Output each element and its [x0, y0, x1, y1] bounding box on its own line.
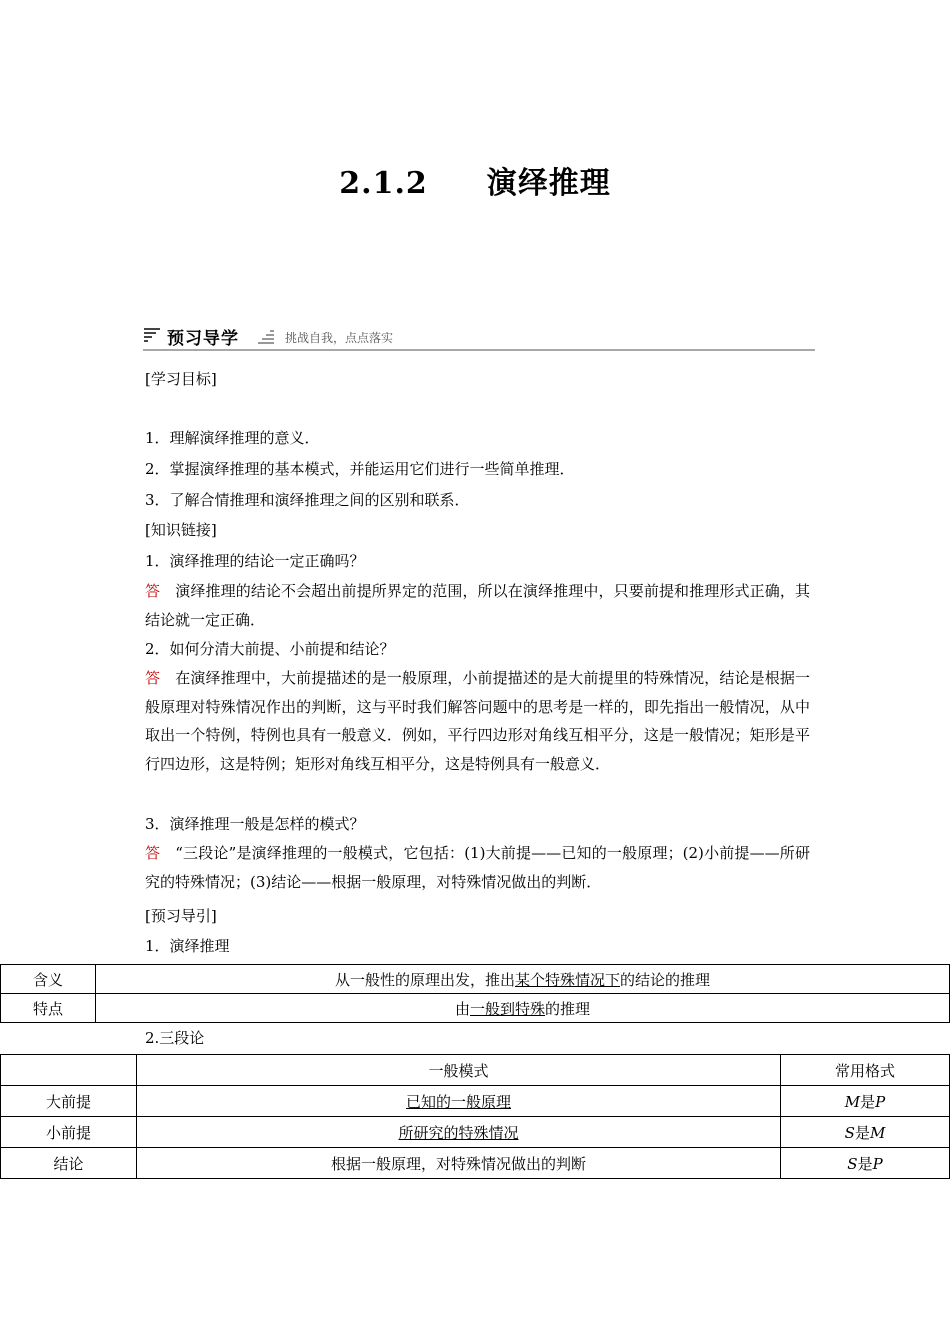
objective-item: 3．了解合情推理和演绎推理之间的区别和联系． [145, 491, 470, 509]
links-heading: [知识链接] [145, 521, 217, 539]
row-label: 特点 [1, 994, 96, 1023]
answer-text: “三段论”是演绎推理的一般模式，它包括：(1)大前提——已知的一般原理；(2)小前提——所研究的特殊情况；(3)结论——根据一般原理，对特殊情况做出的判断． [145, 844, 810, 891]
preview-item-1: 1．演绎推理 [145, 937, 230, 955]
row-label: 含义 [1, 965, 96, 994]
answer-2 [145, 664, 810, 779]
answer-mark: 答 [145, 669, 161, 687]
section-banner [143, 323, 815, 351]
header-cell: 一般模式 [137, 1055, 781, 1086]
banner-title: 预习导学 [167, 329, 239, 349]
format-cell: M是P [781, 1086, 950, 1117]
question-3: 3．演绎推理一般是怎样的模式？ [145, 815, 365, 833]
answer-3 [145, 839, 810, 896]
answer-text: 在演绎推理中，大前提描述的是一般原理，小前提描述的是大前提里的特殊情况，结论是根据一般原理对特殊情况作出的判断，这与平时我们解答问题中的思考是一样的，即先指出一般情况，从中取出一个特例，特例也具有一般意义．例如，平行四边形对角线互相平分，这是一般情况；矩形是平行四边形，这是特例；矩形对角线互相平分，这是特例具有一般意义． [145, 669, 810, 774]
stripes-icon [258, 330, 274, 344]
header-cell: 常用格式 [781, 1055, 950, 1086]
stripes-icon [144, 328, 160, 342]
table-header-row [1, 1055, 950, 1086]
answer-1 [145, 577, 810, 634]
header-cell [1, 1055, 137, 1086]
answer-text: 演绎推理的结论不会超出前提所界定的范围，所以在演绎推理中，只要前提和推理形式正确，其结论就一定正确． [145, 582, 810, 629]
mode-cell: 已知的一般原理 [137, 1086, 781, 1117]
question-1: 1．演绎推理的结论一定正确吗？ [145, 552, 365, 570]
row-label: 小前提 [1, 1117, 137, 1148]
preview-heading: [预习导引] [145, 907, 217, 925]
banner-subtitle: 挑战自我，点点落实 [285, 331, 394, 345]
table-row [1, 994, 950, 1023]
objective-item: 2．掌握演绎推理的基本模式，并能运用它们进行一些简单推理． [145, 460, 575, 478]
mode-cell: 根据一般原理，对特殊情况做出的判断 [137, 1148, 781, 1179]
row-content: 从一般性的原理出发，推出某个特殊情况下的结论的推理 [96, 965, 950, 994]
objective-item: 1．理解演绎推理的意义． [145, 429, 320, 447]
answer-mark: 答 [145, 582, 161, 600]
answer-mark: 答 [145, 844, 161, 862]
row-content: 由一般到特殊的推理 [96, 994, 950, 1023]
syllogism-table [0, 1054, 950, 1179]
row-label: 大前提 [1, 1086, 137, 1117]
objectives-heading: [学习目标] [145, 370, 217, 388]
question-2: 2．如何分清大前提、小前提和结论？ [145, 640, 395, 658]
table-row [1, 1148, 950, 1179]
table-row [1, 1117, 950, 1148]
format-cell: S是P [781, 1148, 950, 1179]
row-label: 结论 [1, 1148, 137, 1179]
page-title: 2.1.2 演绎推理 [339, 166, 611, 201]
mode-cell: 所研究的特殊情况 [137, 1117, 781, 1148]
table-row [1, 1086, 950, 1117]
format-cell: S是M [781, 1117, 950, 1148]
preview-item-2: 2.三段论 [145, 1029, 205, 1047]
banner-rule [143, 349, 815, 351]
deduction-table [0, 964, 950, 1023]
table-row [1, 965, 950, 994]
